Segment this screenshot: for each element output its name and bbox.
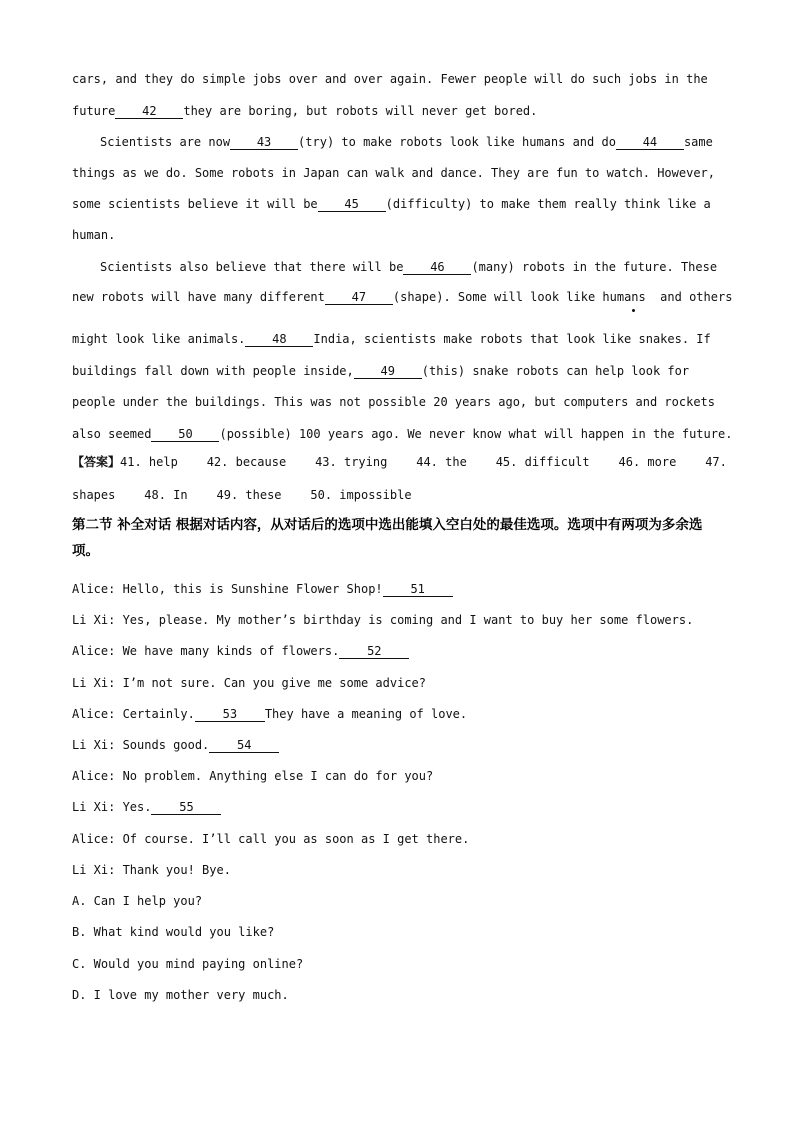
text: some scientists believe it will be bbox=[72, 197, 318, 211]
text: (possible) 100 years ago. We never know what will happen in the future. bbox=[219, 427, 733, 441]
text: people under the buildings. This was not possible 20 years ago, but computers and rockets bbox=[72, 395, 715, 409]
text: Li Xi: I’m not sure. Can you give me some advice? bbox=[72, 676, 427, 690]
answer-label: 【答案】 bbox=[72, 455, 121, 469]
section-heading: 第二节 补全对话 根据对话内容，从对话后的选项中选出能填入空白处的最佳选项。选项中有两项为多余选项。 bbox=[72, 517, 703, 559]
blank-49: 49 bbox=[354, 364, 422, 379]
text: (difficulty) to make them really think like a bbox=[385, 197, 711, 211]
passage-line bbox=[100, 258, 717, 276]
text: human. bbox=[72, 228, 116, 242]
blank-51: 51 bbox=[383, 582, 453, 597]
text: Li Xi: Sounds good. bbox=[72, 738, 210, 752]
dialogue-line bbox=[72, 736, 279, 754]
passage-line bbox=[72, 393, 715, 411]
blank-50: 50 bbox=[151, 427, 219, 442]
dialogue-line bbox=[72, 861, 231, 879]
passage-line bbox=[72, 164, 715, 182]
blank-52: 52 bbox=[339, 644, 409, 659]
answer-line bbox=[72, 453, 727, 471]
emphasis-dot bbox=[632, 309, 635, 312]
blank-48: 48 bbox=[245, 332, 313, 347]
dialogue-line bbox=[72, 705, 467, 723]
blank-45: 45 bbox=[318, 197, 386, 212]
text: things as we do. Some robots in Japan can walk and dance. They are fun to watch. However, bbox=[72, 166, 715, 180]
passage-line bbox=[72, 425, 732, 443]
text: Li Xi: Yes, please. My mother’s birthday is coming and I want to buy her some flowers. bbox=[72, 613, 694, 627]
text: future bbox=[72, 104, 116, 118]
blank-55: 55 bbox=[151, 800, 221, 815]
text: They have a meaning of love. bbox=[264, 707, 468, 721]
blank-54: 54 bbox=[209, 738, 279, 753]
text: might look like animals. bbox=[72, 332, 246, 346]
text: (shape). Some will look like humans and others bbox=[392, 290, 733, 304]
text: new robots will have many different bbox=[72, 290, 325, 304]
text: (many) robots in the future. These bbox=[471, 260, 718, 274]
text: Li Xi: Yes. bbox=[72, 800, 152, 814]
text: Scientists are now bbox=[100, 135, 231, 149]
text: cars, and they do simple jobs over and over again. Fewer people will do such jobs in the bbox=[72, 72, 708, 86]
text: Alice: Hello, this is Sunshine Flower Shop! bbox=[72, 582, 383, 596]
blank-46: 46 bbox=[403, 260, 471, 275]
passage-line bbox=[72, 288, 732, 306]
passage-line bbox=[72, 226, 115, 244]
blank-47: 47 bbox=[325, 290, 393, 305]
text: they are boring, but robots will never get bored. bbox=[183, 104, 538, 118]
dialogue-line bbox=[72, 674, 426, 692]
passage-line bbox=[72, 195, 711, 213]
blank-42: 42 bbox=[115, 104, 183, 119]
text: Alice: Of course. I’ll call you as soon as I get there. bbox=[72, 832, 470, 846]
blank-43: 43 bbox=[230, 135, 298, 150]
passage-line bbox=[72, 70, 708, 88]
text: Scientists also believe that there will be bbox=[100, 260, 404, 274]
text: (try) to make robots look like humans and do bbox=[298, 135, 616, 149]
text: Alice: Certainly. bbox=[72, 707, 195, 721]
answer-line bbox=[72, 486, 412, 504]
option-b: B. What kind would you like? bbox=[72, 925, 275, 939]
passage-line bbox=[72, 330, 711, 348]
dialogue-line bbox=[72, 830, 469, 848]
answer-text: 41. help 42. because 43. trying 44. the 45. difficult 46. more 47. bbox=[120, 455, 727, 469]
blank-53: 53 bbox=[195, 707, 265, 722]
text: also seemed bbox=[72, 427, 152, 441]
text: Alice: We have many kinds of flowers. bbox=[72, 644, 340, 658]
option-c: C. Would you mind paying online? bbox=[72, 957, 304, 971]
option-d: D. I love my mother very much. bbox=[72, 988, 289, 1002]
dialogue-line bbox=[72, 767, 433, 785]
passage-line bbox=[72, 362, 689, 380]
answer-text: shapes 48. In 49. these 50. impossible bbox=[72, 488, 412, 502]
text: same bbox=[683, 135, 713, 149]
text: Li Xi: Thank you! Bye. bbox=[72, 863, 231, 877]
text: (this) snake robots can help look for bbox=[421, 364, 690, 378]
blank-44: 44 bbox=[616, 135, 684, 150]
passage-line bbox=[72, 102, 537, 120]
passage-line bbox=[100, 133, 713, 151]
option-a: A. Can I help you? bbox=[72, 894, 203, 908]
text: Alice: No problem. Anything else I can do for you? bbox=[72, 769, 434, 783]
text: buildings fall down with people inside, bbox=[72, 364, 354, 378]
dialogue-line bbox=[72, 798, 221, 816]
dialogue-line bbox=[72, 642, 409, 660]
dialogue-line bbox=[72, 611, 693, 629]
dialogue-line bbox=[72, 580, 453, 598]
text: India, scientists make robots that look like snakes. If bbox=[313, 332, 711, 346]
